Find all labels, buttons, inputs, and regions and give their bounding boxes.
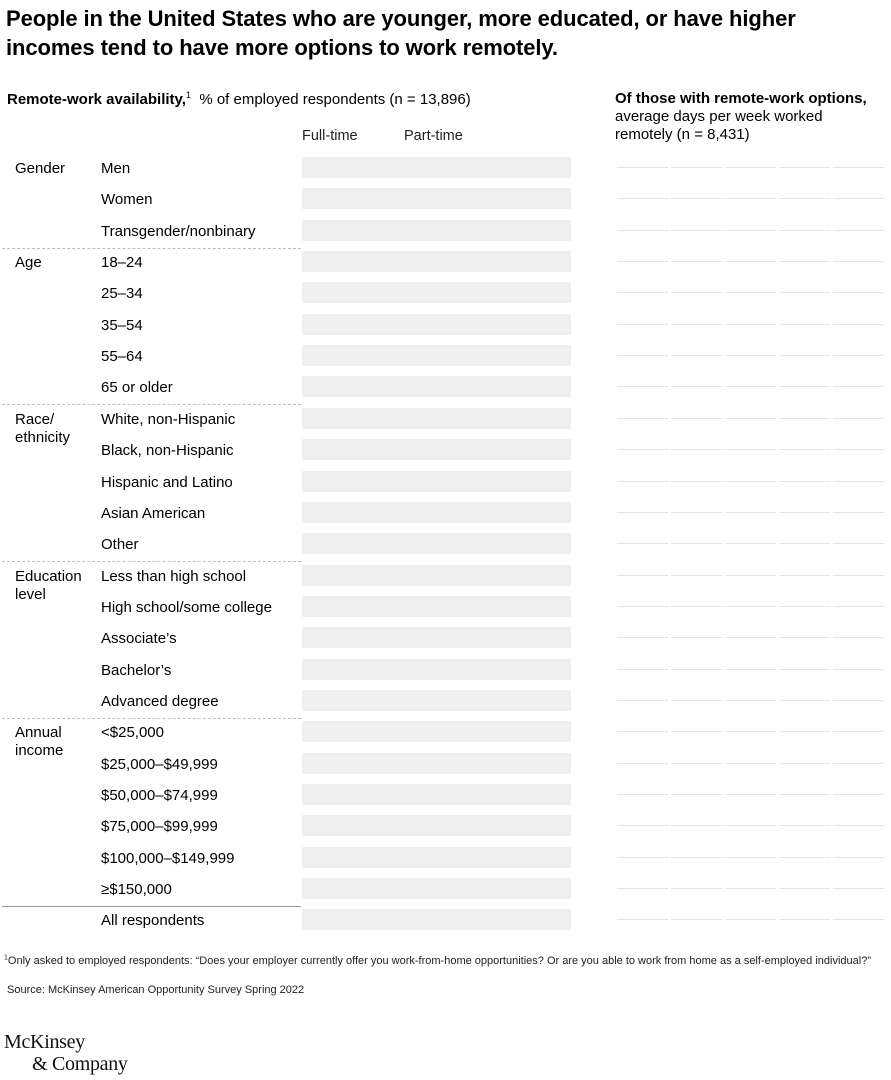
- days-track-segment: [833, 669, 884, 670]
- bar-track: [302, 533, 571, 554]
- days-track-segment: [833, 575, 884, 576]
- days-track-segment: [725, 230, 776, 231]
- days-track-segment: [671, 355, 722, 356]
- days-track-segment: [833, 418, 884, 419]
- bar-track: [302, 596, 571, 617]
- days-track-segment: [725, 324, 776, 325]
- days-track-segment: [617, 575, 668, 576]
- category-label: 25–34: [101, 285, 143, 303]
- days-track-segment: [725, 794, 776, 795]
- days-track-segment: [833, 261, 884, 262]
- days-track-segment: [833, 888, 884, 889]
- days-track-segment: [833, 167, 884, 168]
- category-label: Advanced degree: [101, 692, 219, 710]
- days-track-segment: [617, 700, 668, 701]
- days-track-segment: [779, 324, 830, 325]
- chart-row: [0, 812, 891, 843]
- days-track-segment: [779, 919, 830, 920]
- days-track-segment: [833, 637, 884, 638]
- days-track-segment: [833, 324, 884, 325]
- category-label: 18–24: [101, 254, 143, 272]
- mckinsey-logo: [4, 1031, 128, 1075]
- days-track-segment: [833, 386, 884, 387]
- days-track-segment: [779, 825, 830, 826]
- group-label: Annual income: [15, 724, 64, 760]
- category-label: Less than high school: [101, 567, 247, 585]
- days-track-segment: [617, 857, 668, 858]
- category-label: Other: [101, 536, 139, 554]
- chart-row: [0, 405, 891, 446]
- days-track-segment: [779, 198, 830, 199]
- days-track-segment: [617, 167, 668, 168]
- days-track-segment: [833, 449, 884, 450]
- days-track-segment: [671, 825, 722, 826]
- days-track-segment: [779, 261, 830, 262]
- bar-track: [302, 847, 571, 868]
- chart-row: [0, 248, 891, 279]
- column-header-part-time: Part-time: [404, 128, 463, 144]
- chart-row: [0, 436, 891, 467]
- bar-track: [302, 188, 571, 209]
- chart-row: [0, 844, 891, 875]
- category-label: Associate’s: [101, 630, 177, 648]
- days-track-segment: [779, 669, 830, 670]
- days-track-segment: [725, 418, 776, 419]
- days-track-segment: [725, 700, 776, 701]
- days-track-segment: [779, 794, 830, 795]
- category-label: High school/some college: [101, 598, 272, 616]
- bar-track: [302, 878, 571, 899]
- category-label: Hispanic and Latino: [101, 473, 233, 491]
- left-subtitle-rest: % of employed respondents (n = 13,896): [199, 91, 471, 108]
- category-label: Black, non-Hispanic: [101, 442, 234, 460]
- days-track-segment: [779, 418, 830, 419]
- category-label: $100,000–$149,999: [101, 849, 235, 867]
- chart-row: [0, 217, 891, 248]
- chart-row: [0, 154, 891, 185]
- days-track-segment: [617, 481, 668, 482]
- days-track-segment: [833, 292, 884, 293]
- days-track-segment: [725, 198, 776, 199]
- category-label: All respondents: [101, 912, 205, 930]
- days-track-segment: [617, 324, 668, 325]
- days-track-segment: [617, 794, 668, 795]
- days-track-segment: [833, 512, 884, 513]
- right-subtitle-rest: average days per week worked remotely (n = 8,431): [615, 108, 823, 143]
- category-label: $50,000–$74,999: [101, 787, 218, 804]
- days-track-segment: [671, 919, 722, 920]
- days-track-segment: [833, 919, 884, 920]
- bar-track: [302, 690, 571, 711]
- footnote-text: Only asked to employed respondents: “Does your employer currently offer you work-from-home opportunities? Or are you able to work from home as a self-employed individual?”: [7, 955, 871, 967]
- chart-row: [0, 781, 891, 812]
- days-track-segment: [779, 543, 830, 544]
- chart-row: [0, 311, 891, 342]
- days-track-segment: [671, 543, 722, 544]
- days-track-segment: [833, 481, 884, 482]
- days-track-segment: [617, 888, 668, 889]
- days-track-segment: [725, 543, 776, 544]
- days-track-segment: [833, 230, 884, 231]
- days-track-segment: [671, 669, 722, 670]
- chart-title: People in the United States who are younger, more educated, or have higher incomes tend to have more options to work remotely.: [6, 6, 796, 60]
- category-label: 65 or older: [101, 379, 173, 397]
- days-track-segment: [779, 575, 830, 576]
- chart-row: [0, 342, 891, 373]
- days-track-segment: [617, 512, 668, 513]
- days-track-segment: [671, 324, 722, 325]
- bar-track: [302, 909, 571, 930]
- days-track-segment: [671, 763, 722, 764]
- group-label: Age: [15, 254, 42, 272]
- category-label: Bachelor’s: [101, 661, 172, 679]
- days-track-segment: [671, 261, 722, 262]
- bar-track: [302, 721, 571, 742]
- days-track-segment: [833, 825, 884, 826]
- days-track-segment: [833, 857, 884, 858]
- chart-row: [0, 718, 891, 760]
- days-track-segment: [617, 355, 668, 356]
- left-subtitle: [7, 90, 471, 109]
- bar-track: [302, 471, 571, 492]
- days-track-segment: [833, 794, 884, 795]
- chart-row: [0, 530, 891, 561]
- days-track-segment: [779, 888, 830, 889]
- days-track-segment: [617, 606, 668, 607]
- days-track-segment: [671, 198, 722, 199]
- days-track-segment: [671, 292, 722, 293]
- source-note: Source: McKinsey American Opportunity Survey Spring 2022: [7, 984, 305, 996]
- bar-track: [302, 157, 571, 178]
- days-track-segment: [671, 230, 722, 231]
- days-track-segment: [779, 292, 830, 293]
- chart-row: [0, 593, 891, 624]
- category-label: $75,000–$99,999: [101, 818, 218, 836]
- days-track-segment: [725, 731, 776, 732]
- days-track-segment: [671, 857, 722, 858]
- days-track-segment: [725, 386, 776, 387]
- bar-track: [302, 314, 571, 335]
- left-subtitle-bold: Remote-work availability,: [7, 91, 186, 108]
- days-track-segment: [833, 198, 884, 199]
- days-track-segment: [725, 669, 776, 670]
- days-track-segment: [671, 794, 722, 795]
- days-track-segment: [779, 230, 830, 231]
- bar-track: [302, 784, 571, 805]
- days-track-segment: [779, 355, 830, 356]
- days-track-segment: [833, 700, 884, 701]
- chart-row: [0, 468, 891, 499]
- days-track-segment: [779, 731, 830, 732]
- days-track-segment: [671, 386, 722, 387]
- days-track-segment: [725, 763, 776, 764]
- days-track-segment: [833, 543, 884, 544]
- chart-row: [0, 875, 891, 906]
- days-track-segment: [833, 731, 884, 732]
- days-track-segment: [725, 606, 776, 607]
- days-track-segment: [671, 606, 722, 607]
- category-label: Asian American: [101, 504, 206, 522]
- days-track-segment: [779, 606, 830, 607]
- chart-row: [0, 279, 891, 310]
- days-track-segment: [779, 637, 830, 638]
- chart-row: [0, 499, 891, 530]
- days-track-segment: [725, 857, 776, 858]
- bar-track: [302, 345, 571, 366]
- days-track-segment: [617, 825, 668, 826]
- logo-line-1: McKinsey: [4, 1031, 85, 1053]
- bar-track: [302, 282, 571, 303]
- days-track-segment: [671, 481, 722, 482]
- category-label: 55–64: [101, 348, 143, 366]
- chart-row: [0, 562, 891, 603]
- chart-row: [0, 656, 891, 687]
- bar-track: [302, 659, 571, 680]
- chart-row: [0, 750, 891, 781]
- category-label: ≥$150,000: [101, 881, 172, 899]
- bar-track: [302, 565, 571, 586]
- right-subtitle: [615, 90, 877, 144]
- days-track-segment: [833, 763, 884, 764]
- days-track-segment: [779, 512, 830, 513]
- bar-track: [302, 251, 571, 272]
- days-track-segment: [725, 512, 776, 513]
- category-label: 35–54: [101, 316, 143, 334]
- days-track-segment: [617, 449, 668, 450]
- days-track-segment: [779, 449, 830, 450]
- footnote-marker: 1: [185, 90, 191, 100]
- days-track-segment: [671, 512, 722, 513]
- days-track-segment: [617, 386, 668, 387]
- column-header-full-time: Full-time: [302, 128, 358, 144]
- days-track-segment: [617, 731, 668, 732]
- bar-track: [302, 753, 571, 774]
- days-track-segment: [671, 575, 722, 576]
- days-track-segment: [725, 888, 776, 889]
- days-track-segment: [671, 637, 722, 638]
- category-label: Women: [101, 191, 153, 209]
- category-label: Men: [101, 160, 131, 177]
- days-track-segment: [617, 543, 668, 544]
- days-track-segment: [617, 292, 668, 293]
- bar-track: [302, 408, 571, 429]
- category-label: White, non-Hispanic: [101, 410, 236, 428]
- bar-track: [302, 815, 571, 836]
- logo-line-2: & Company: [32, 1053, 128, 1075]
- days-track-segment: [725, 261, 776, 262]
- days-track-segment: [833, 606, 884, 607]
- bar-track: [302, 502, 571, 523]
- days-track-segment: [779, 386, 830, 387]
- bar-track: [302, 627, 571, 648]
- days-track-segment: [725, 449, 776, 450]
- group-label: Education level: [15, 567, 82, 603]
- days-track-segment: [617, 637, 668, 638]
- days-track-segment: [617, 418, 668, 419]
- days-track-segment: [779, 167, 830, 168]
- bar-track: [302, 439, 571, 460]
- days-track-segment: [617, 198, 668, 199]
- bar-track: [302, 376, 571, 397]
- chart-row: [0, 906, 891, 937]
- days-track-segment: [725, 481, 776, 482]
- chart-row: [0, 687, 891, 718]
- footnote-marker: 1: [4, 954, 8, 962]
- days-track-segment: [617, 669, 668, 670]
- days-track-segment: [779, 857, 830, 858]
- days-track-segment: [725, 167, 776, 168]
- bar-track: [302, 220, 571, 241]
- days-track-segment: [617, 919, 668, 920]
- group-label: Race/ ethnicity: [15, 410, 71, 446]
- days-track-segment: [725, 355, 776, 356]
- days-track-segment: [725, 292, 776, 293]
- days-track-segment: [671, 731, 722, 732]
- right-subtitle-bold: Of those with remote-work options,: [615, 90, 867, 107]
- chart-row: [0, 373, 891, 404]
- days-track-segment: [725, 825, 776, 826]
- days-track-segment: [725, 637, 776, 638]
- footnote: [4, 954, 882, 968]
- days-track-segment: [833, 355, 884, 356]
- chart-row: [0, 185, 891, 216]
- days-track-segment: [671, 888, 722, 889]
- category-label: $25,000–$49,999: [101, 755, 218, 773]
- group-label: Gender: [15, 160, 66, 177]
- days-track-segment: [671, 418, 722, 419]
- days-track-segment: [779, 481, 830, 482]
- days-track-segment: [725, 575, 776, 576]
- days-track-segment: [671, 449, 722, 450]
- days-track-segment: [671, 700, 722, 701]
- category-label: Transgender/nonbinary: [101, 222, 256, 240]
- days-track-segment: [617, 261, 668, 262]
- days-track-segment: [779, 700, 830, 701]
- days-track-segment: [671, 167, 722, 168]
- days-track-segment: [779, 763, 830, 764]
- days-track-segment: [617, 763, 668, 764]
- days-track-segment: [725, 919, 776, 920]
- category-label: <$25,000: [101, 724, 164, 742]
- days-track-segment: [617, 230, 668, 231]
- chart-row: [0, 624, 891, 655]
